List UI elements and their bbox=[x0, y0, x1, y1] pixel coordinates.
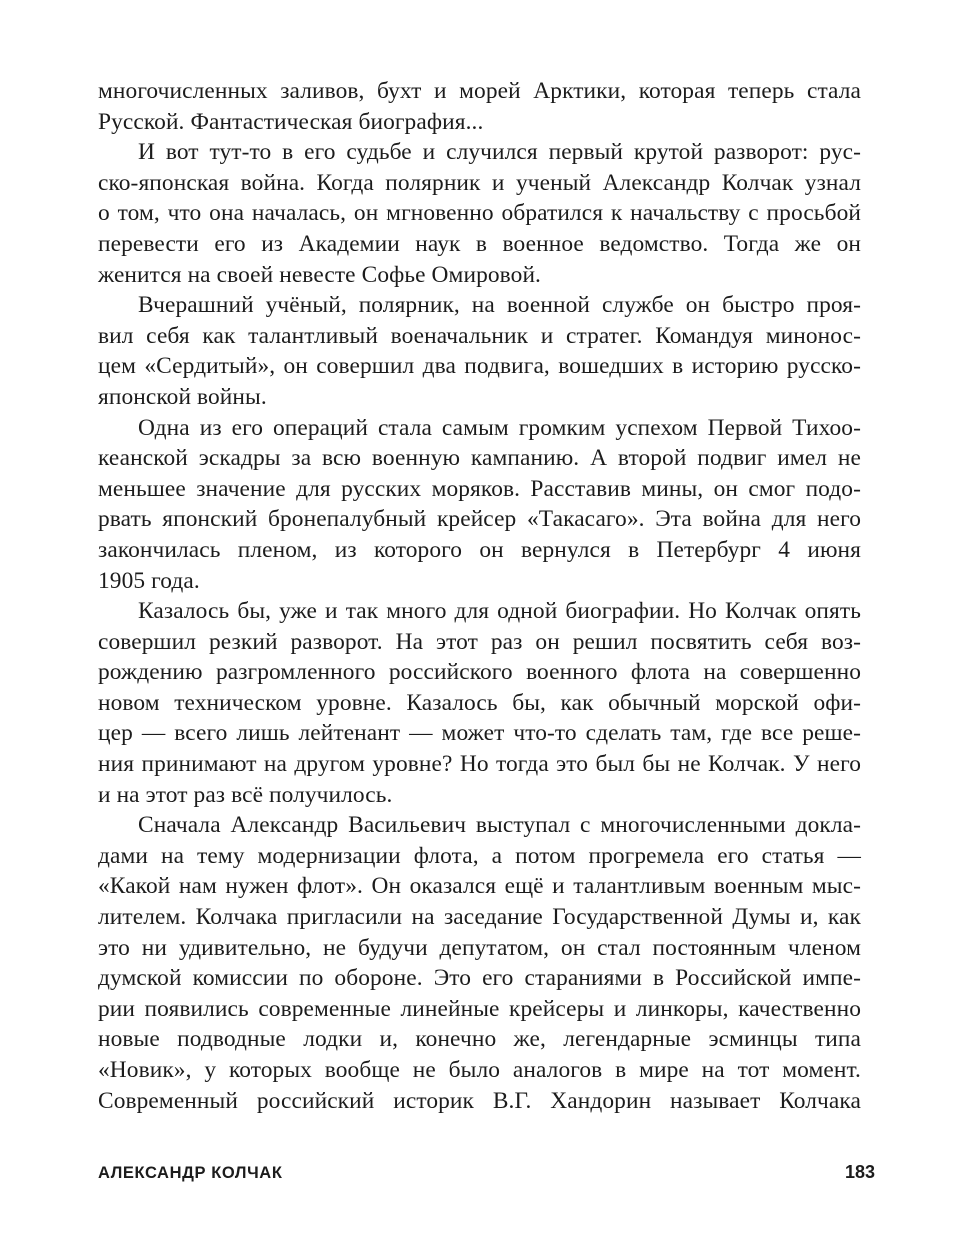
text-line: «Новик», у которых вообще не было аналогов в мире на тот момент. bbox=[98, 1057, 861, 1083]
text-line: рии появились современные линейные крейсеры и линкоры, качественно bbox=[98, 995, 861, 1022]
text-line: меньшее значение для русских моряков. Расставив мины, он смог подо- bbox=[98, 475, 861, 502]
text-body bbox=[98, 76, 861, 1116]
text-line: кеанской эскадры за всю военную кампанию. А второй подвиг имел не bbox=[98, 445, 861, 472]
text-line: рождению разгромленного российского военного флота на совершенно bbox=[98, 659, 861, 686]
page-number: 183 bbox=[844, 1162, 875, 1182]
text-line: женится на своей невесте Софье Омировой. bbox=[98, 261, 542, 288]
text-line: цем «Сердитый», он совершил два подвига, вошедших в историю русско- bbox=[98, 353, 861, 380]
text-line: ско-японская война. Когда полярник и ученый Александр Колчак узнал bbox=[98, 169, 861, 196]
text-line: Вчерашний учёный, полярник, на военной службе он быстро проя- bbox=[138, 292, 861, 319]
text-line: цер — всего лишь лейтенант — может что-то сделать там, где все реше- bbox=[98, 720, 861, 747]
text-line: «Какой нам нужен флот». Он оказался ещё и талантливым военным мыс- bbox=[98, 873, 861, 900]
text-line: и на этот раз всё получилось. bbox=[98, 781, 393, 808]
text-line: новом техническом уровне. Казалось бы, как обычный морской офи- bbox=[98, 689, 861, 716]
text-line: дами на тему модернизации флота, а потом прогремела его статья — bbox=[98, 842, 861, 869]
text-line: ния принимают на другом уровне? Но тогда это был бы не Колчак. У него bbox=[98, 751, 861, 778]
text-line: совершил резкий разворот. На этот раз он решил посвятить себя воз- bbox=[98, 628, 861, 655]
text-line: рвать японский бронепалубный крейсер «Такасаго». Эта война для него bbox=[98, 506, 861, 533]
text-line: Сначала Александр Васильевич выступал с многочисленными докла- bbox=[138, 812, 861, 839]
text-line: лителем. Колчака пригласили на заседание Государственной Думы и, как bbox=[98, 904, 861, 931]
text-line: о том, что она началась, он мгновенно обратился к начальству с просьбой bbox=[98, 200, 861, 227]
text-line: перевести его из Академии наук в военное ведомство. Тогда же он bbox=[98, 230, 861, 257]
text-line: думской комиссии по обороне. Это его стараниями в Российской импе- bbox=[98, 965, 861, 992]
running-title: АЛЕКСАНДР КОЛЧАК bbox=[98, 1164, 283, 1182]
text-line: японской войны. bbox=[98, 383, 267, 410]
text-line: И вот тут-то в его судьбе и случился первый крутой разворот: рус- bbox=[138, 139, 861, 166]
text-line: Современный российский историк В.Г. Хандорин называет Колчака bbox=[98, 1087, 861, 1114]
text-line: новые подводные лодки и, конечно же, легендарные эсминцы типа bbox=[98, 1026, 861, 1053]
text-line: закончилась пленом, из которого он вернулся в Петербург 4 июня bbox=[98, 536, 861, 563]
text-line: вил себя как талантливый военачальник и стратег. Командуя минонос- bbox=[98, 322, 861, 349]
text-line: Русской. Фантастическая биография... bbox=[98, 108, 484, 135]
text-line: Одна из его операций стала самым громким успехом Первой Тихоо- bbox=[138, 414, 861, 441]
text-line: 1905 года. bbox=[98, 567, 200, 594]
text-line: многочисленных заливов, бухт и морей Арктики, которая теперь стала bbox=[98, 78, 861, 104]
text-line: это ни удивительно, не будучи депутатом, он стал постоянным членом bbox=[98, 934, 861, 961]
page-footer bbox=[98, 1162, 875, 1183]
text-line: Казалось бы, уже и так много для одной биографии. Но Колчак опять bbox=[138, 598, 861, 625]
